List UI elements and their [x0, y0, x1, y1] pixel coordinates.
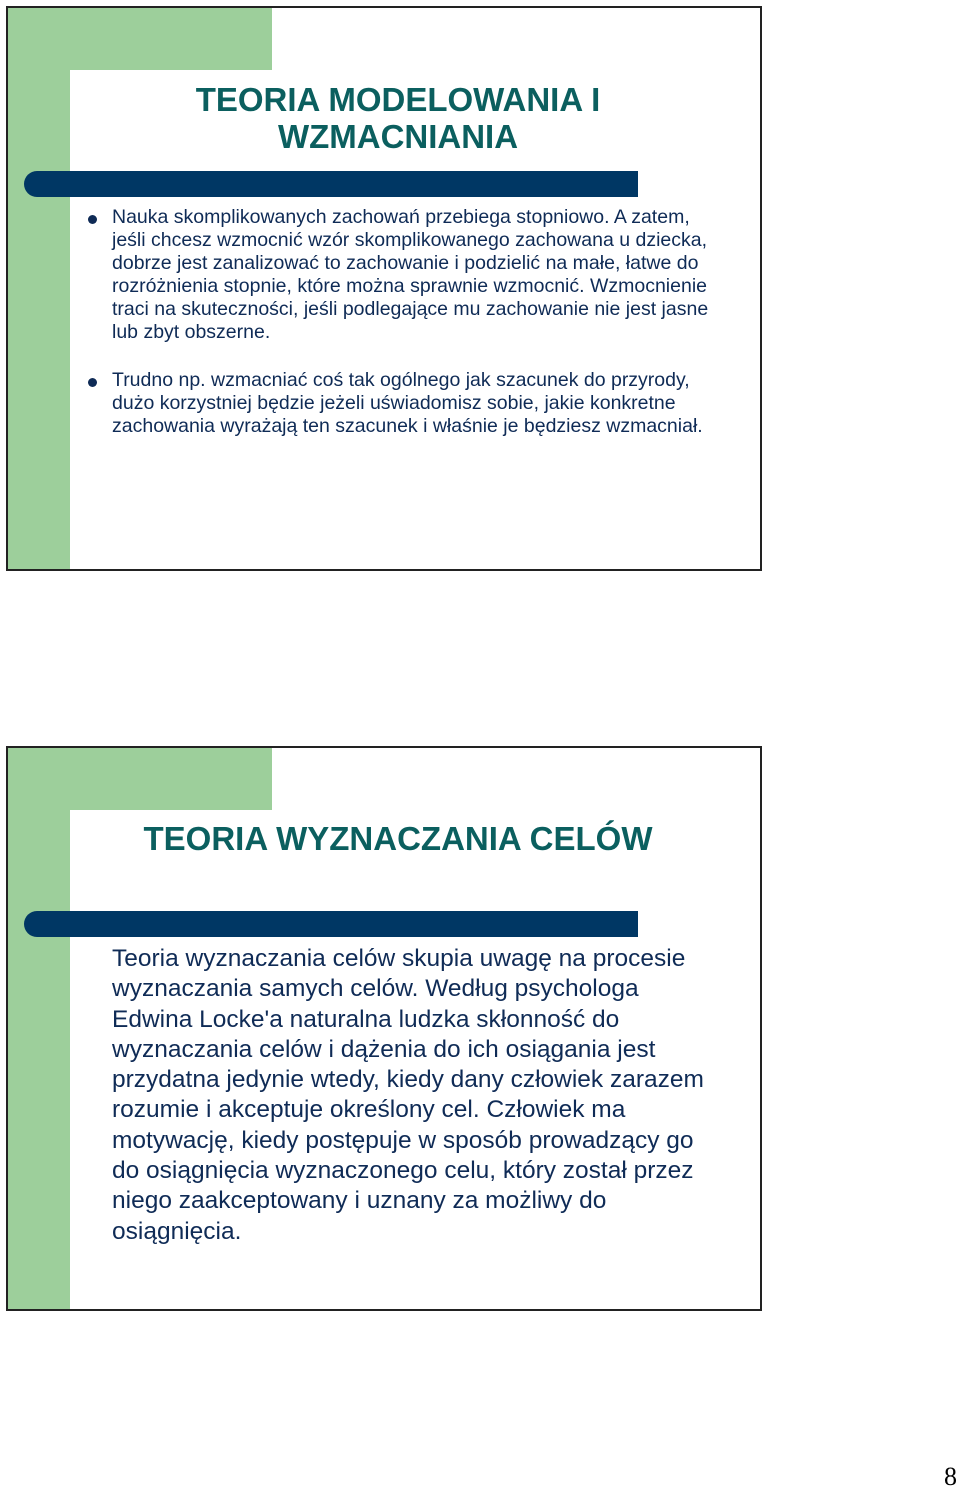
slide-green-header-tab	[8, 8, 272, 70]
bullet-dot-icon	[88, 378, 97, 387]
page-number: 8	[944, 1462, 957, 1491]
slide-wyznaczanie-celow	[6, 746, 762, 1311]
slide-green-sidebar	[8, 748, 70, 1309]
slide-green-header-tab	[8, 748, 272, 810]
slide-title	[178, 81, 618, 155]
bullet-item	[88, 206, 718, 344]
slide-title: TEORIA WYZNACZANIA CELÓW	[143, 820, 653, 857]
slide-title-line-1: TEORIA MODELOWANIA I	[195, 81, 601, 118]
bullet-text: Trudno np. wzmacniać coś tak ogólnego jak szacunek do przyrody, dużo korzystniej będzie jeżeli uświadomisz sobie, jakie konkretne zachowania wyrażają ten szacunek i właśnie je będziesz wzmacniał.	[112, 369, 703, 437]
slide-modelowanie	[6, 6, 762, 571]
slide-title-underline-bar	[24, 171, 638, 197]
bullet-dot-icon	[88, 215, 97, 224]
bullet-list	[88, 206, 718, 463]
slide-title-underline-bar	[24, 911, 638, 937]
slide-title-line-2: WZMACNIANIA	[277, 118, 519, 155]
slide-body-text: Teoria wyznaczania celów skupia uwagę na procesie wyznaczania samych celów. Według psychologa Edwina Locke'a naturalna ludzka skłonność do wyznaczania celów i dążenia do ich osiągania jest przydatna jedynie wtedy, kiedy dany człowiek zarazem rozumie i akceptuje określony cel. Człowiek ma motywację, kiedy postępuje w sposób prowadzący go do osiągnięcia wyznaczonego celu, który został przez niego zaakceptowany i uznany za możliwy do osiągnięcia.	[112, 945, 704, 1245]
bullet-text: Nauka skomplikowanych zachowań przebiega stopniowo. A zatem, jeśli chcesz wzmocnić wzór skomplikowanego zachowana u dziecka, dobrze jest zanalizować to zachowanie i podzielić na małe, łatwe do rozróżnienia stopnie, które można sprawnie wzmocnić. Wzmocnienie traci na skuteczności, jeśli podlegające mu zachowanie nie jest jasne lub zbyt obszerne.	[112, 206, 709, 343]
bullet-item	[88, 369, 718, 438]
slide-green-sidebar	[8, 8, 70, 569]
